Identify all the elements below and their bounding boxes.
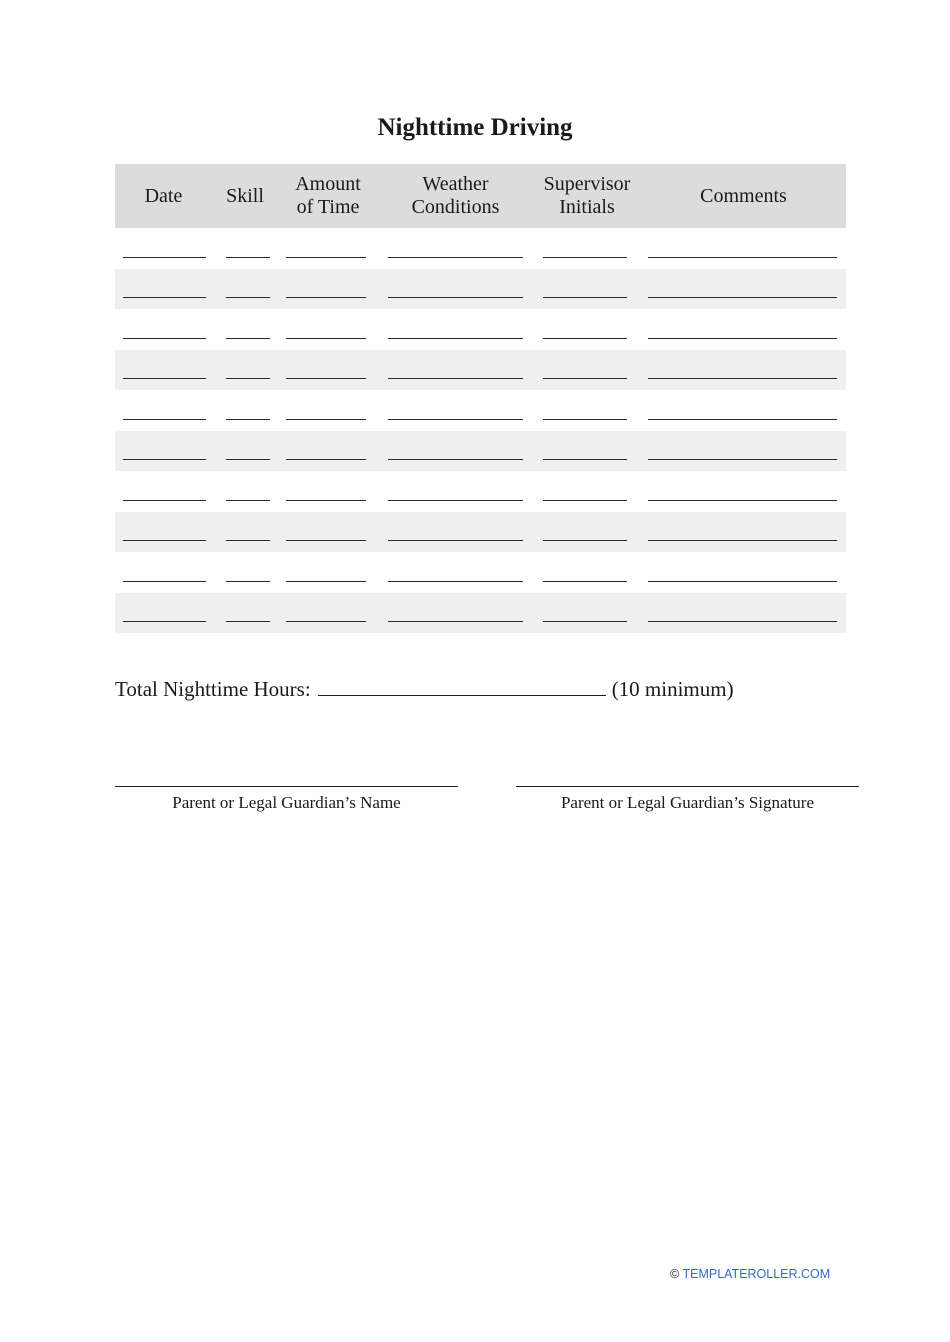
blank-line xyxy=(123,540,206,541)
cell-weather-conditions[interactable] xyxy=(378,593,533,634)
guardian-signature-field[interactable] xyxy=(516,786,859,793)
guardian-name-block xyxy=(115,786,458,813)
table-row xyxy=(115,552,846,593)
blank-line xyxy=(388,540,523,541)
cell-amount-of-time[interactable] xyxy=(278,552,378,593)
blank-line xyxy=(648,500,837,501)
cell-weather-conditions[interactable] xyxy=(378,471,533,512)
cell-weather-conditions[interactable] xyxy=(378,309,533,350)
blank-line xyxy=(388,257,523,258)
blank-line xyxy=(388,297,523,298)
blank-line xyxy=(388,459,523,460)
blank-line xyxy=(388,621,523,622)
cell-skill[interactable] xyxy=(212,390,278,431)
blank-line xyxy=(123,621,206,622)
cell-comments[interactable] xyxy=(641,593,846,634)
cell-date[interactable] xyxy=(115,552,212,593)
header-skill: Skill xyxy=(226,184,264,207)
blank-line xyxy=(123,459,206,460)
cell-skill[interactable] xyxy=(212,552,278,593)
cell-supervisor-initials[interactable] xyxy=(533,431,641,472)
cell-date[interactable] xyxy=(115,228,212,269)
table-body xyxy=(115,228,846,633)
guardian-name-label: Parent or Legal Guardian’s Name xyxy=(172,793,401,812)
blank-line xyxy=(286,257,366,258)
blank-line xyxy=(648,459,837,460)
cell-date[interactable] xyxy=(115,309,212,350)
blank-line xyxy=(648,338,837,339)
blank-line xyxy=(388,419,523,420)
cell-comments[interactable] xyxy=(641,512,846,553)
cell-weather-conditions[interactable] xyxy=(378,269,533,310)
guardian-signature-label: Parent or Legal Guardian’s Signature xyxy=(560,793,815,812)
cell-date[interactable] xyxy=(115,269,212,310)
cell-skill[interactable] xyxy=(212,309,278,350)
cell-comments[interactable] xyxy=(641,431,846,472)
blank-line xyxy=(543,581,627,582)
blank-line xyxy=(543,338,627,339)
cell-skill[interactable] xyxy=(212,593,278,634)
blank-line xyxy=(123,257,206,258)
guardian-name-field[interactable] xyxy=(115,786,458,793)
cell-comments[interactable] xyxy=(641,471,846,512)
cell-weather-conditions[interactable] xyxy=(378,350,533,391)
blank-line xyxy=(286,581,366,582)
cell-amount-of-time[interactable] xyxy=(278,471,378,512)
table-row xyxy=(115,350,846,391)
blank-line xyxy=(226,378,270,379)
guardian-signature-block xyxy=(516,786,859,813)
blank-line xyxy=(226,257,270,258)
blank-line xyxy=(543,378,627,379)
blank-line xyxy=(648,540,837,541)
cell-supervisor-initials[interactable] xyxy=(533,269,641,310)
cell-comments[interactable] xyxy=(641,228,846,269)
table-row xyxy=(115,471,846,512)
page-title: Nighttime Driving xyxy=(377,114,573,141)
blank-line xyxy=(648,257,837,258)
blank-line xyxy=(286,459,366,460)
table-row xyxy=(115,309,846,350)
cell-weather-conditions[interactable] xyxy=(378,228,533,269)
blank-line xyxy=(543,540,627,541)
table-row xyxy=(115,269,846,310)
blank-line xyxy=(648,621,837,622)
blank-line xyxy=(648,419,837,420)
cell-weather-conditions[interactable] xyxy=(378,431,533,472)
cell-amount-of-time[interactable] xyxy=(278,228,378,269)
cell-weather-conditions[interactable] xyxy=(378,390,533,431)
cell-amount-of-time[interactable] xyxy=(278,269,378,310)
blank-line xyxy=(226,338,270,339)
footer-brand-link[interactable]: TEMPLATEROLLER.COM xyxy=(682,1267,831,1281)
blank-line xyxy=(286,338,366,339)
cell-skill[interactable] xyxy=(212,512,278,553)
blank-line xyxy=(543,621,627,622)
blank-line xyxy=(286,419,366,420)
blank-line xyxy=(226,540,270,541)
cell-comments[interactable] xyxy=(641,309,846,350)
cell-comments[interactable] xyxy=(641,390,846,431)
cell-weather-conditions[interactable] xyxy=(378,512,533,553)
cell-skill[interactable] xyxy=(212,350,278,391)
blank-line xyxy=(286,500,366,501)
cell-supervisor-initials[interactable] xyxy=(533,228,641,269)
blank-line xyxy=(226,500,270,501)
table-row xyxy=(115,228,846,269)
cell-date[interactable] xyxy=(115,512,212,553)
cell-supervisor-initials[interactable] xyxy=(533,552,641,593)
cell-amount-of-time[interactable] xyxy=(278,431,378,472)
cell-skill[interactable] xyxy=(212,431,278,472)
cell-skill[interactable] xyxy=(212,471,278,512)
blank-line xyxy=(123,338,206,339)
header-comments: Comments xyxy=(700,184,787,207)
cell-weather-conditions[interactable] xyxy=(378,552,533,593)
blank-line xyxy=(648,378,837,379)
blank-line xyxy=(226,419,270,420)
blank-line xyxy=(388,378,523,379)
cell-supervisor-initials[interactable] xyxy=(533,309,641,350)
cell-supervisor-initials[interactable] xyxy=(533,390,641,431)
blank-line xyxy=(226,297,270,298)
blank-line xyxy=(388,500,523,501)
blank-line xyxy=(543,459,627,460)
cell-comments[interactable] xyxy=(641,552,846,593)
blank-line xyxy=(286,378,366,379)
blank-line xyxy=(543,257,627,258)
cell-comments[interactable] xyxy=(641,269,846,310)
blank-line xyxy=(648,297,837,298)
cell-comments[interactable] xyxy=(641,350,846,391)
cell-amount-of-time[interactable] xyxy=(278,512,378,553)
cell-date[interactable] xyxy=(115,390,212,431)
table-row xyxy=(115,431,846,472)
cell-date[interactable] xyxy=(115,350,212,391)
table-row xyxy=(115,390,846,431)
cell-amount-of-time[interactable] xyxy=(278,390,378,431)
cell-supervisor-initials[interactable] xyxy=(533,471,641,512)
total-hours-label: Total Nighttime Hours: xyxy=(115,677,311,701)
blank-line xyxy=(286,621,366,622)
blank-line xyxy=(388,338,523,339)
blank-line xyxy=(226,581,270,582)
blank-line xyxy=(226,621,270,622)
cell-amount-of-time[interactable] xyxy=(278,350,378,391)
blank-line xyxy=(543,500,627,501)
total-hours-note: (10 minimum) xyxy=(611,677,734,701)
blank-line xyxy=(123,581,206,582)
blank-line xyxy=(123,297,206,298)
blank-line xyxy=(543,297,627,298)
header-amount-of-time: Amount of Time xyxy=(295,173,361,218)
blank-line xyxy=(388,581,523,582)
cell-date[interactable] xyxy=(115,471,212,512)
cell-skill[interactable] xyxy=(212,269,278,310)
cell-date[interactable] xyxy=(115,593,212,634)
cell-amount-of-time[interactable] xyxy=(278,593,378,634)
blank-line xyxy=(543,419,627,420)
table-row xyxy=(115,512,846,553)
cell-supervisor-initials[interactable] xyxy=(533,593,641,634)
total-hours-row xyxy=(115,677,734,702)
footer-credit xyxy=(670,1267,830,1281)
blank-line xyxy=(123,500,206,501)
cell-supervisor-initials[interactable] xyxy=(533,350,641,391)
header-weather-conditions: Weather Conditions xyxy=(411,173,500,218)
cell-supervisor-initials[interactable] xyxy=(533,512,641,553)
header-date: Date xyxy=(144,184,183,207)
blank-line xyxy=(123,378,206,379)
cell-amount-of-time[interactable] xyxy=(278,309,378,350)
table-row xyxy=(115,593,846,634)
table-header xyxy=(115,164,846,228)
header-supervisor-initials: Supervisor Initials xyxy=(543,173,631,218)
blank-line xyxy=(226,459,270,460)
blank-line xyxy=(123,419,206,420)
total-hours-field[interactable] xyxy=(318,677,606,696)
blank-line xyxy=(286,540,366,541)
copyright-symbol: © xyxy=(670,1267,680,1281)
cell-date[interactable] xyxy=(115,431,212,472)
driving-log-table xyxy=(115,164,846,633)
cell-skill[interactable] xyxy=(212,228,278,269)
blank-line xyxy=(286,297,366,298)
blank-line xyxy=(648,581,837,582)
